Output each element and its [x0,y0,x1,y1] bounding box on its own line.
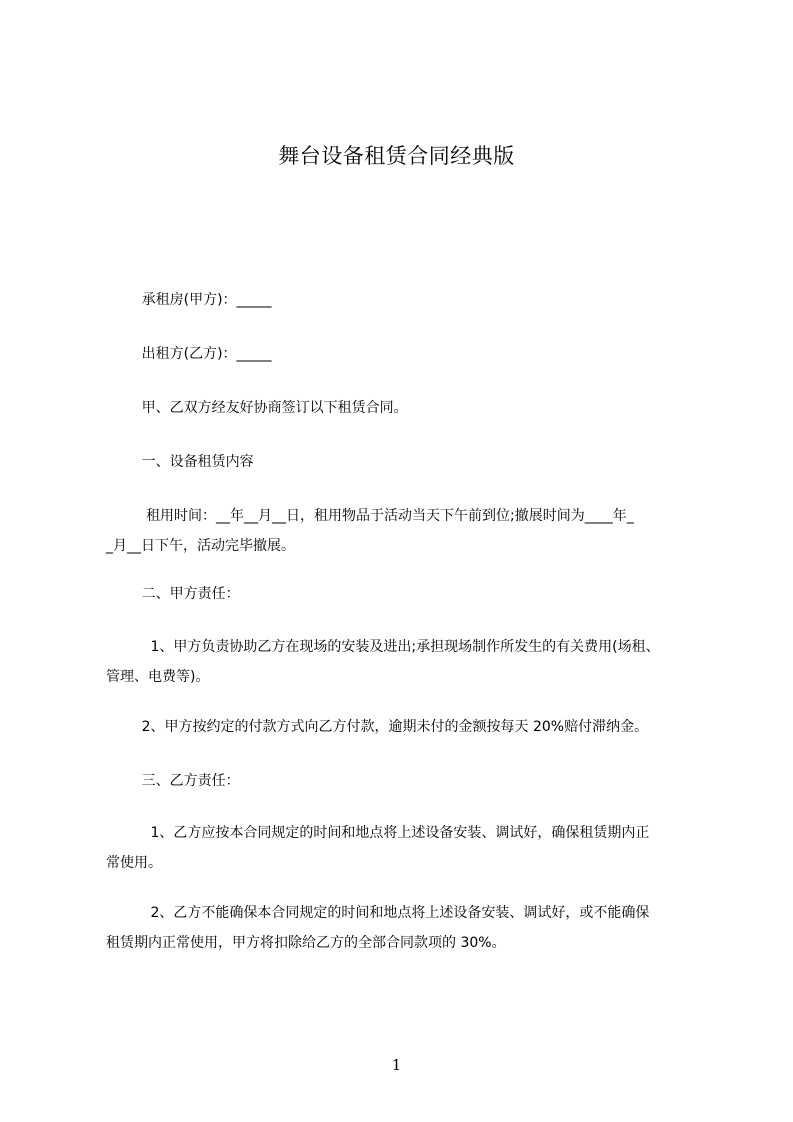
paragraph-lessee: 承租房(甲方)：_____ [106,292,272,308]
section-heading-party-b: 三、乙方责任： [106,773,240,789]
paragraph-rental-time: 租用时间：__年__月__日，租用物品于活动当天下午前到位;撤展时间为____年_ _月__日下午，活动完毕撤展。 [106,508,634,554]
paragraph-party-b-duty-1: 1、乙方应按本合同规定的时间和地点将上述设备安装、调试好，确保租赁期内正 常使用。 [106,825,650,871]
paragraph-intro: 甲、乙双方经友好协商签订以下租赁合同。 [106,400,408,416]
document-title: 舞台设备租赁合同经典版 [278,144,515,168]
paragraph-lessor: 出租方(乙方)：_____ [106,346,272,362]
section-heading-party-a: 二、甲方责任： [106,586,240,602]
paragraph-party-b-duty-2: 2、乙方不能确保本合同规定的时间和地点将上述设备安装、调试好，或不能确保 租赁期内正常使用，甲方将扣除给乙方的全部合同款项的 30%。 [106,905,650,951]
section-heading-equipment-rental: 一、设备租赁内容 [106,454,254,470]
page-number: 1 [391,1056,402,1074]
paragraph-party-a-duty-2: 2、甲方按约定的付款方式向乙方付款，逾期未付的金额按每天 20%赔付滞纳金。 [106,719,649,735]
paragraph-party-a-duty-1: 1、甲方负责协助乙方在现场的安装及进出;承担现场制作所发生的有关费用(场租、 管理、电费等)。 [106,639,660,685]
